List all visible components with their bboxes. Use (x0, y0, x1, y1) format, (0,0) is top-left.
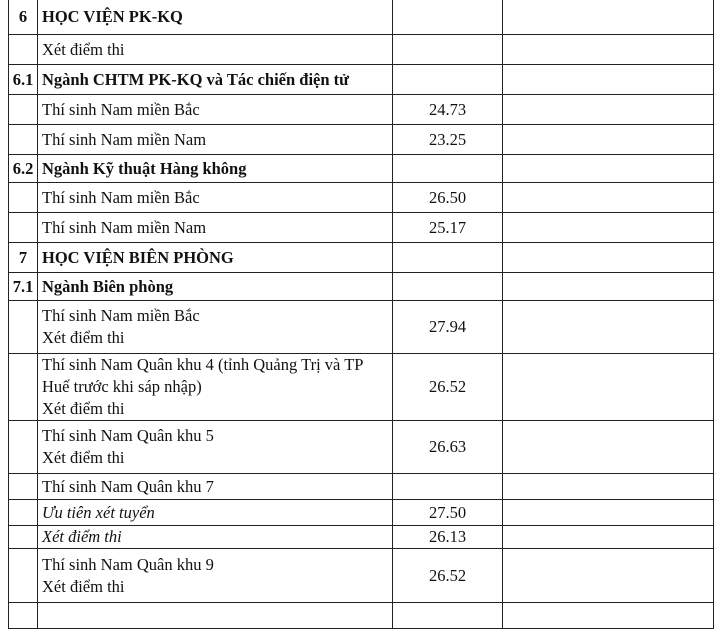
row-label (38, 603, 393, 629)
blank-cell (503, 603, 714, 629)
blank-cell (503, 354, 714, 421)
selection-method: Xét điểm thi (42, 448, 125, 467)
score-cell: 23.25 (393, 125, 503, 155)
candidate-group: Thí sinh Nam Quân khu 9 (42, 554, 214, 574)
table-row (9, 125, 714, 155)
blank-cell (503, 213, 714, 243)
table-row (9, 500, 714, 526)
blank-cell (503, 549, 714, 603)
row-label: Thí sinh Nam Quân khu 7 (38, 474, 393, 500)
blank-cell (503, 301, 714, 354)
section-number: 6.1 (9, 65, 38, 95)
selection-method: Xét điểm thi (42, 399, 125, 418)
score-cell: 24.73 (393, 95, 503, 125)
score-cell: 26.13 (393, 526, 503, 549)
blank-cell (503, 183, 714, 213)
table-row (9, 213, 714, 243)
number-cell (9, 213, 38, 243)
selection-method: Xét điểm thi (42, 576, 125, 596)
blank-cell (503, 125, 714, 155)
table-row (9, 421, 714, 474)
table-row (9, 603, 714, 629)
row-label: Thí sinh Nam miền Nam (38, 213, 393, 243)
section-number: 6 (9, 0, 38, 35)
number-cell (9, 354, 38, 421)
row-label: Ưu tiên xét tuyển (38, 500, 393, 526)
blank-cell (503, 526, 714, 549)
row-label (38, 421, 393, 474)
section-title: Ngành CHTM PK-KQ và Tác chiến điện tử (38, 65, 393, 95)
score-cell (393, 474, 503, 500)
candidate-group-cont: Huế trước khi sáp nhập) (42, 377, 202, 396)
number-cell (9, 301, 38, 354)
score-cell: 27.50 (393, 500, 503, 526)
blank-cell (503, 35, 714, 65)
row-label (38, 301, 393, 354)
blank-cell (503, 243, 714, 273)
score-cell: 26.52 (393, 354, 503, 421)
blank-cell (503, 155, 714, 183)
number-cell (9, 603, 38, 629)
number-cell (9, 35, 38, 65)
table-row (9, 0, 714, 35)
blank-cell (503, 500, 714, 526)
section-number: 7 (9, 243, 38, 273)
score-cell (393, 603, 503, 629)
score-cell (393, 273, 503, 301)
number-cell (9, 95, 38, 125)
blank-cell (503, 273, 714, 301)
score-cell (393, 35, 503, 65)
table-row (9, 549, 714, 603)
table-row (9, 155, 714, 183)
score-cell: 25.17 (393, 213, 503, 243)
number-cell (9, 526, 38, 549)
candidate-group: Thí sinh Nam miền Bắc (42, 306, 200, 325)
section-number: 6.2 (9, 155, 38, 183)
admission-score-table (8, 0, 714, 629)
number-cell (9, 125, 38, 155)
blank-cell (503, 0, 714, 35)
score-cell (393, 243, 503, 273)
row-label: Thí sinh Nam miền Bắc (38, 183, 393, 213)
score-cell: 26.63 (393, 421, 503, 474)
row-label: Xét điểm thi (38, 35, 393, 65)
row-label: Xét điểm thi (38, 526, 393, 549)
blank-cell (503, 421, 714, 474)
section-title: HỌC VIỆN BIÊN PHÒNG (38, 243, 393, 273)
table-row (9, 273, 714, 301)
table-row (9, 354, 714, 421)
candidate-group: Thí sinh Nam Quân khu 5 (42, 426, 214, 445)
score-cell: 27.94 (393, 301, 503, 354)
section-title: Ngành Biên phòng (38, 273, 393, 301)
table-row (9, 243, 714, 273)
section-title: HỌC VIỆN PK-KQ (38, 0, 393, 35)
blank-cell (503, 474, 714, 500)
score-cell: 26.52 (393, 549, 503, 603)
candidate-group: Thí sinh Nam Quân khu 4 (tỉnh Quảng Trị và TP (42, 355, 364, 374)
table-row (9, 65, 714, 95)
selection-method: Xét điểm thi (42, 328, 125, 347)
row-label (38, 354, 393, 421)
section-title: Ngành Kỹ thuật Hàng không (38, 155, 393, 183)
score-cell: 26.50 (393, 183, 503, 213)
row-label: Thí sinh Nam miền Bắc (38, 95, 393, 125)
blank-cell (503, 65, 714, 95)
row-label: Thí sinh Nam miền Nam (38, 125, 393, 155)
table-row (9, 474, 714, 500)
table-row (9, 526, 714, 549)
table-row (9, 95, 714, 125)
section-number: 7.1 (9, 273, 38, 301)
score-cell (393, 65, 503, 95)
row-label (38, 549, 393, 603)
table-row (9, 301, 714, 354)
number-cell (9, 500, 38, 526)
number-cell (9, 474, 38, 500)
number-cell (9, 549, 38, 603)
blank-cell (503, 95, 714, 125)
number-cell (9, 183, 38, 213)
score-cell (393, 0, 503, 35)
table-row (9, 35, 714, 65)
number-cell (9, 421, 38, 474)
table-row (9, 183, 714, 213)
score-cell (393, 155, 503, 183)
